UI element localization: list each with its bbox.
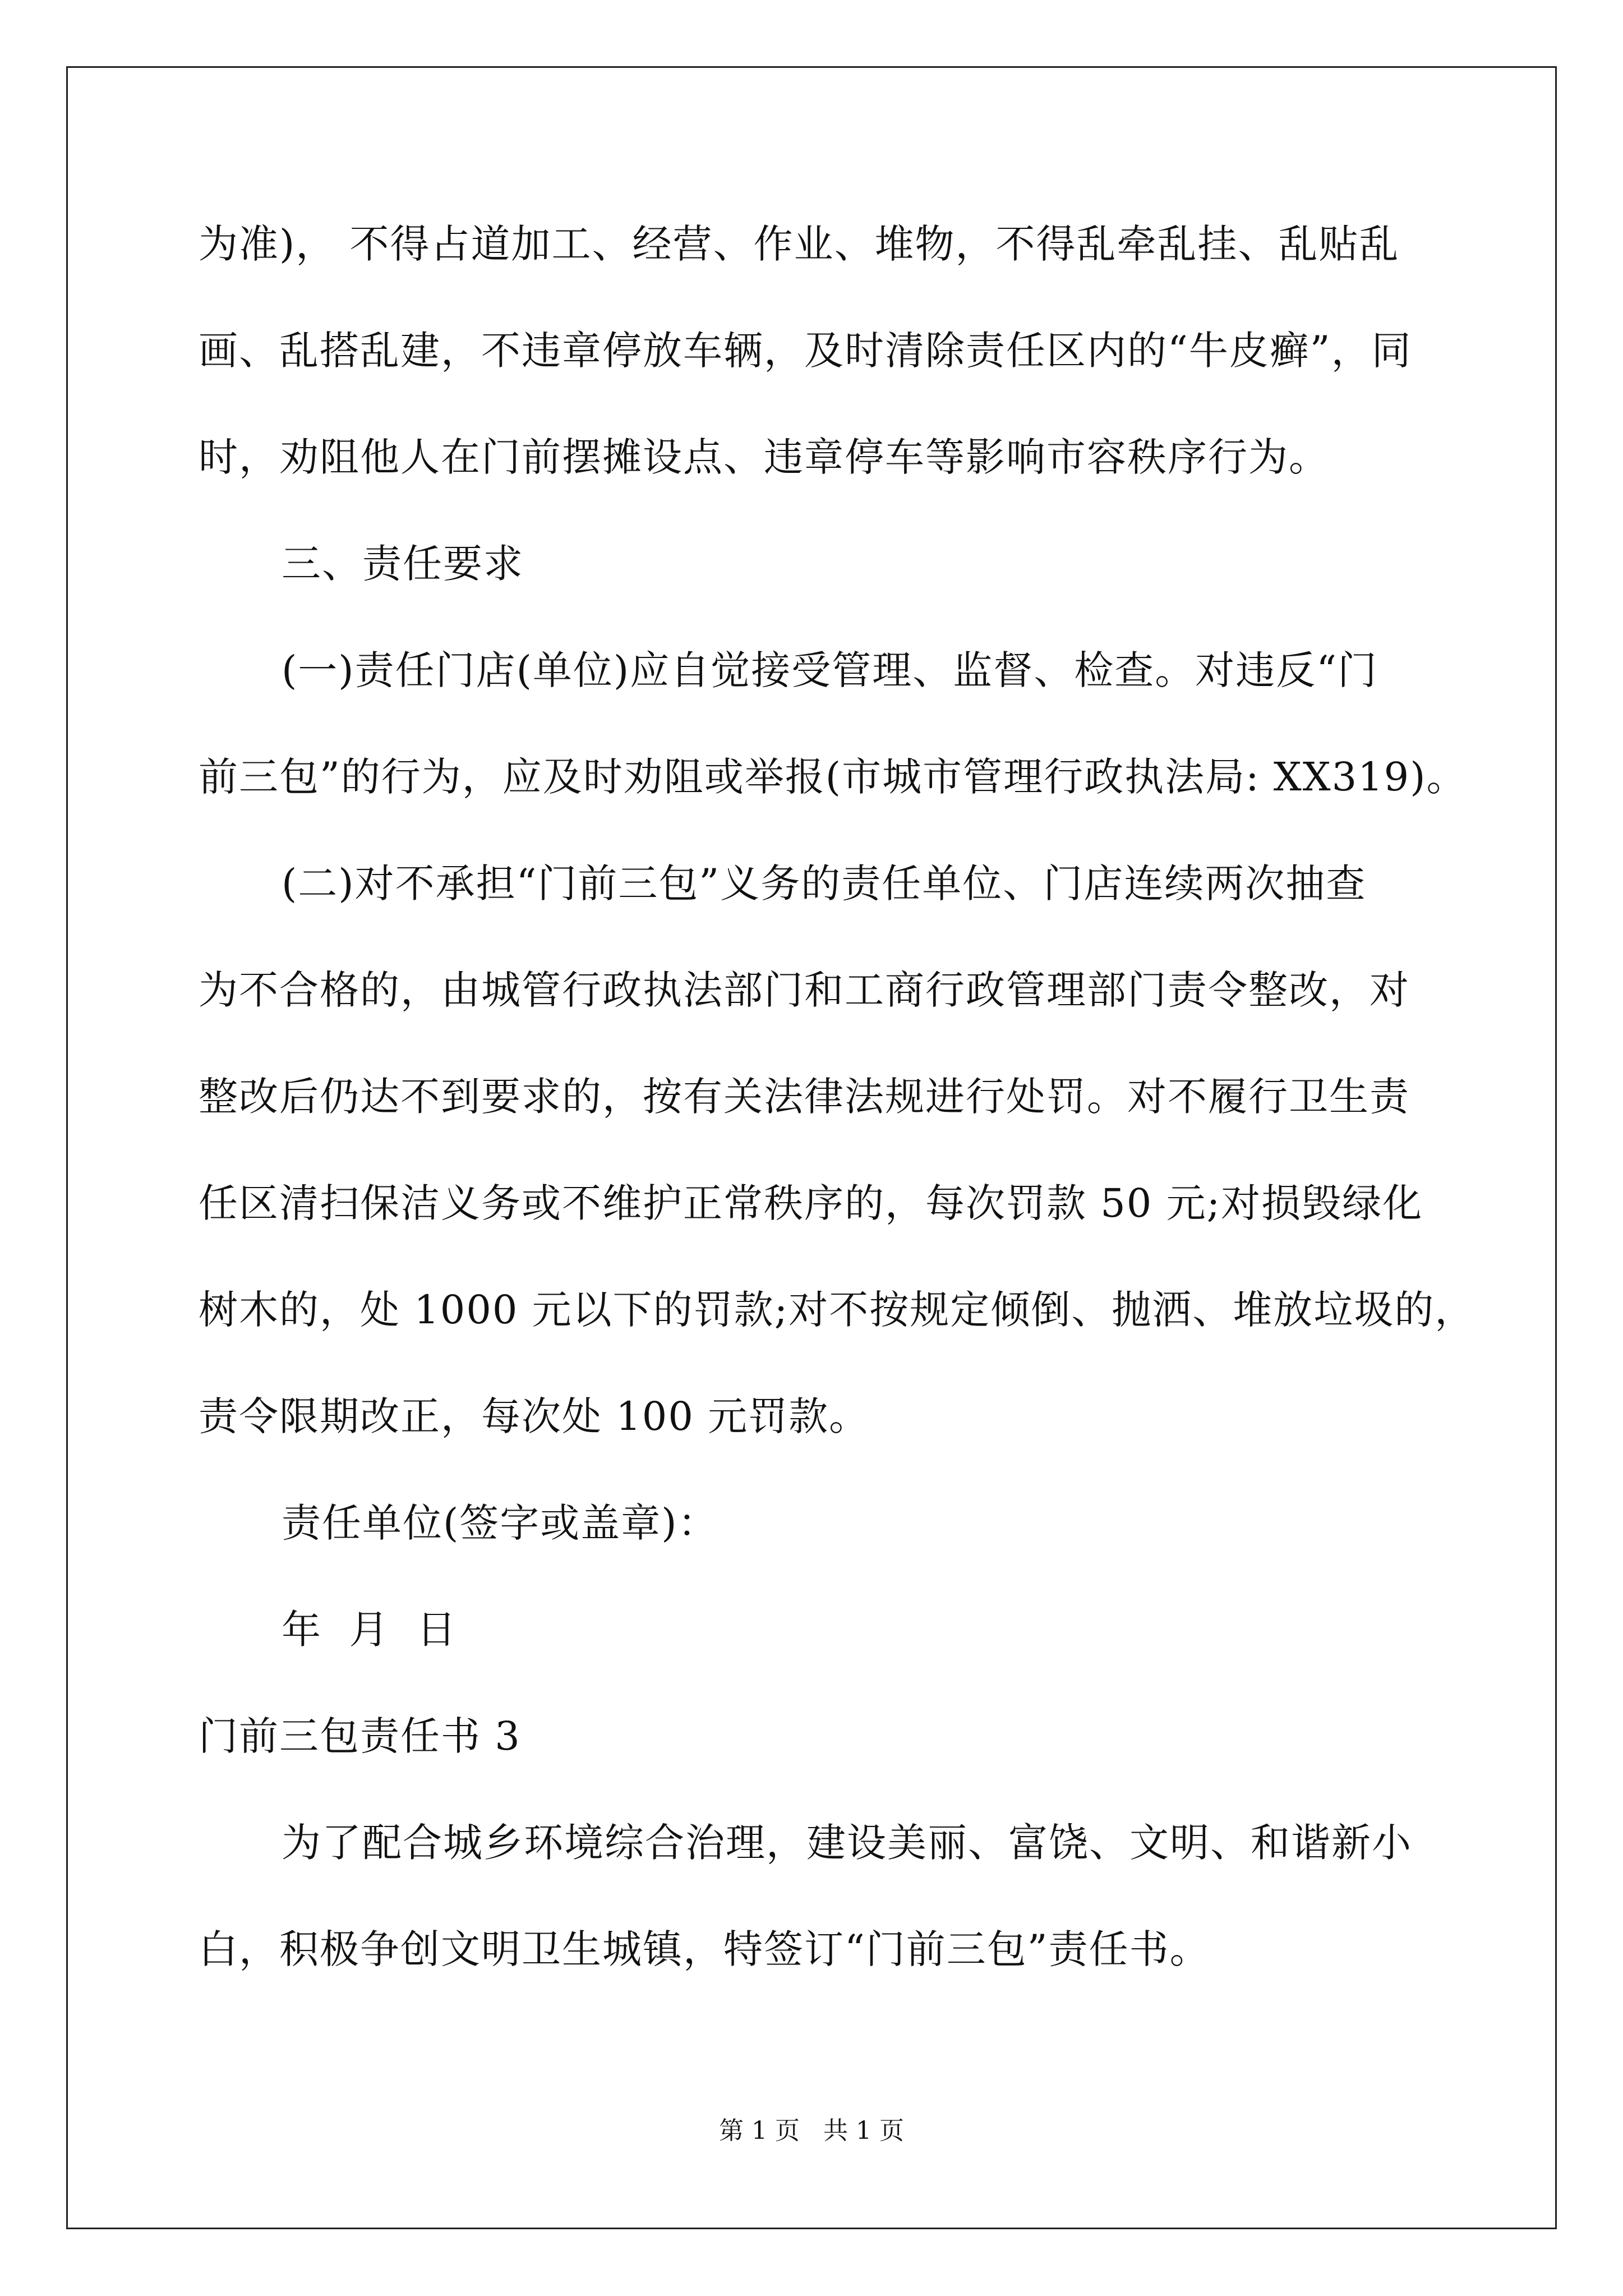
signature-label: 责任单位(签字或盖章)： bbox=[282, 1500, 718, 1546]
section-heading: 三、责任要求 bbox=[282, 541, 524, 587]
paragraph-line: 任区清扫保洁义务或不维护正常秩序的，每次罚款 50 元;对损毁绿化 bbox=[199, 1180, 1423, 1226]
paragraph-line: 时，劝阻他人在门前摆摊设点、违章停车等影响市容秩序行为。 bbox=[199, 434, 1329, 480]
paragraph-line: 整改后仍达不到要求的，按有关法律法规进行处罚。对不履行卫生责 bbox=[199, 1074, 1410, 1120]
paragraph-line: (一)责任门店(单位)应自觉接受管理、监督、检查。对违反“门 bbox=[282, 647, 1378, 693]
paragraph-line: 画、乱搭乱建，不违章停放车辆，及时清除责任区内的“牛皮癣”，同 bbox=[199, 328, 1412, 374]
date-label: 年 月 日 bbox=[282, 1607, 458, 1653]
page-footer: 第 1 页 共 1 页 bbox=[719, 2116, 904, 2145]
paragraph-line: 树木的，处 1000 元以下的罚款;对不按规定倾倒、抛洒、堆放垃圾的， bbox=[199, 1287, 1476, 1333]
paragraph-line: 为不合格的，由城管行政执法部门和工商行政管理部门责令整改，对 bbox=[199, 967, 1410, 1013]
section-title: 门前三包责任书 3 bbox=[199, 1713, 521, 1759]
page-border bbox=[66, 66, 1557, 2229]
paragraph-line: (二)对不承担“门前三包”义务的责任单位、门店连续两次抽查 bbox=[282, 861, 1367, 907]
paragraph-line: 前三包”的行为，应及时劝阻或举报(市城市管理行政执法局: XX319)。 bbox=[199, 754, 1467, 800]
paragraph-line: 为了配合城乡环境综合治理，建设美丽、富饶、文明、和谐新小 bbox=[282, 1820, 1412, 1866]
paragraph-line: 为准)， 不得占道加工、经营、作业、堆物，不得乱牵乱挂、乱贴乱 bbox=[199, 221, 1400, 267]
paragraph-line: 白，积极争创文明卫生城镇，特签订“门前三包”责任书。 bbox=[199, 1926, 1210, 1972]
paragraph-line: 责令限期改正，每次处 100 元罚款。 bbox=[199, 1393, 870, 1439]
